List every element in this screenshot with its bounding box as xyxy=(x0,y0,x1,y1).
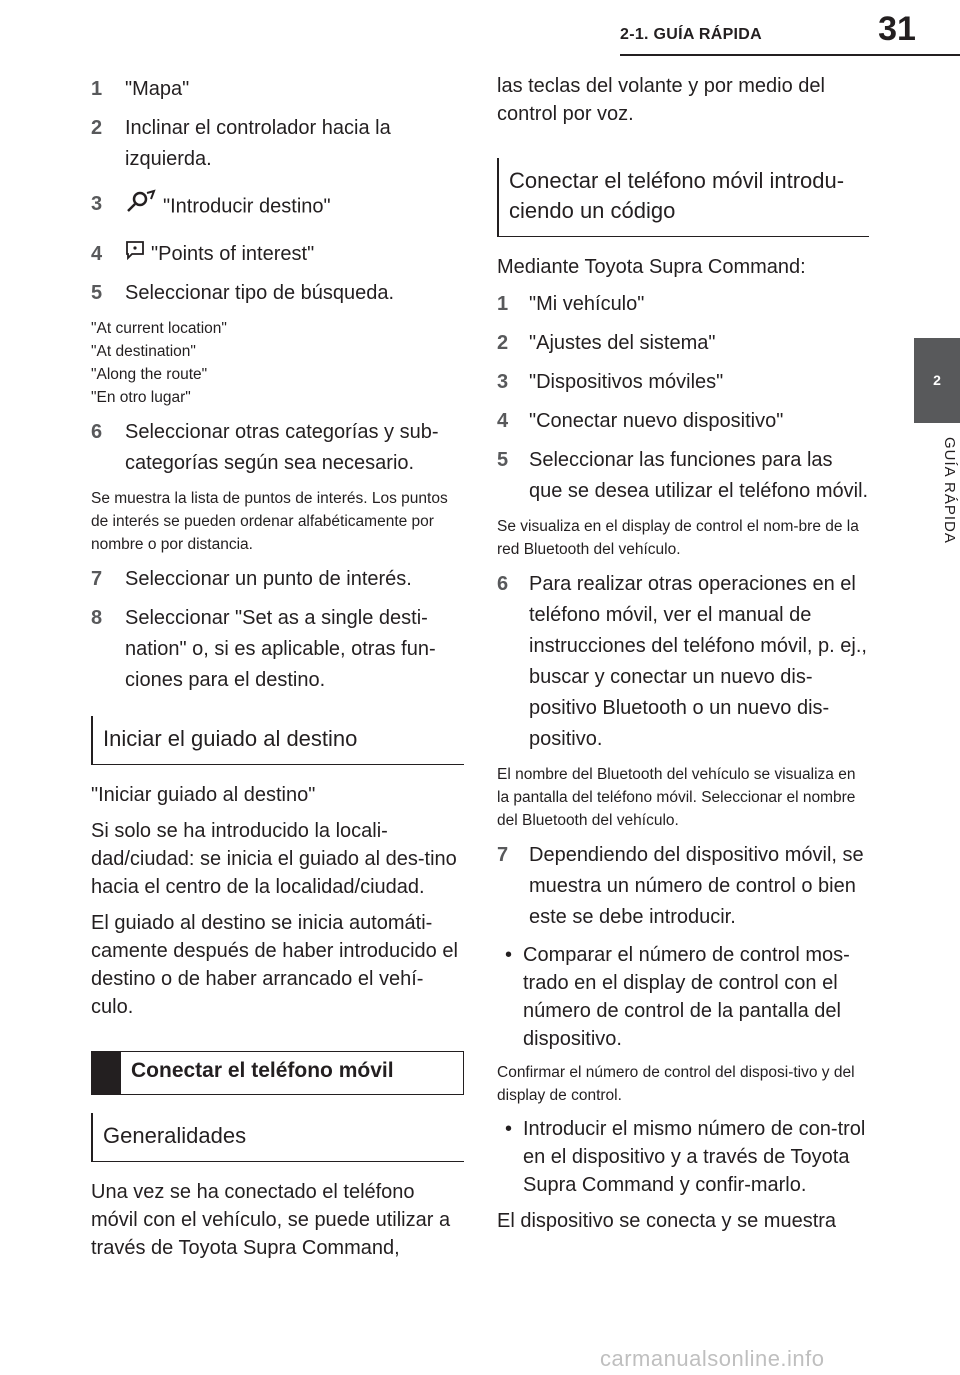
r-step-6: 6 Para realizar otras operaciones en el teléfono móvil, ver el manual de instrucciones del teléfono móvil, p. ej., buscar y conectar un nuevo dis-positivo Bluetooth o un nuevo dis-positivo. xyxy=(497,573,867,750)
r-step-4: 4 "Conectar nuevo dispositivo" xyxy=(497,410,784,432)
poi-note: Se muestra la lista de puntos de interés. Los puntos de interés se pueden ordenar alfabéticamente por nombre o por distancia. xyxy=(91,490,448,554)
left-column xyxy=(91,68,464,1270)
search-types-note: "At current location" "At destination" "Along the route" "En otro lugar" xyxy=(91,320,227,407)
search-map-icon xyxy=(125,189,157,225)
r-step-7: 7 Dependiendo del dispositivo móvil, se muestra un número de control o bien este se debe introducir. xyxy=(497,844,864,928)
confirm-note: Confirmar el número de control del disposi-tivo y del display de control. xyxy=(497,1064,855,1104)
section-marker xyxy=(91,1051,121,1095)
guidance-paragraph-1: "Iniciar guiado al destino" xyxy=(91,784,316,807)
general-subheading: Generalidades xyxy=(91,1113,464,1162)
guidance-subheading: Iniciar el guiado al destino xyxy=(91,716,464,765)
bullet-compare: • Comparar el número de control mos-trado en el display de control con el número de control de la pantalla del dispositivo. xyxy=(505,944,850,1050)
bullet-enter: • Introducir el mismo número de con-trol en el dispositivo y a través de Toyota Supra Command y confir-marlo. xyxy=(505,1118,866,1196)
code-subheading: Conectar el teléfono móvil introdu-ciendo un código xyxy=(497,158,869,237)
general-paragraph: Una vez se ha conectado el teléfono móvil con el vehículo, se puede utilizar a través de Toyota Supra Command, xyxy=(91,1181,451,1260)
step-1: 1 "Mapa" xyxy=(91,78,190,100)
r-step-1: 1 "Mi vehículo" xyxy=(497,293,645,315)
via-command: Mediante Toyota Supra Command: xyxy=(497,256,806,278)
chapter-tab: 2 xyxy=(914,338,960,423)
chapter-label: GUÍA RÁPIDA xyxy=(941,437,958,544)
section-title: 2-1. GUÍA RÁPIDA xyxy=(620,26,763,43)
step-5: 5 Seleccionar tipo de búsqueda. xyxy=(91,282,395,305)
watermark: carmanualsonline.info xyxy=(600,1346,825,1371)
step-4: 4 "Points of interest" xyxy=(91,239,464,270)
step-7: 7 Seleccionar un punto de interés. xyxy=(91,568,412,591)
right-column xyxy=(497,68,869,1243)
guidance-paragraph-3: El guiado al destino se inicia automáti-camente después de haber introducido el destino o de haber arrancado el vehí-culo. xyxy=(91,912,458,1019)
last-paragraph: El dispositivo se conecta y se muestra xyxy=(497,1210,837,1232)
header-rule xyxy=(620,54,960,56)
r-step-3: 3 "Dispositivos móviles" xyxy=(497,371,724,393)
phone-section-heading xyxy=(91,1051,464,1095)
bluetooth-name-note: El nombre del Bluetooth del vehículo se visualiza en la pantalla del teléfono móvil. Seleccionar el nombre del Bluetooth del vehículo. xyxy=(497,766,856,829)
r-step-2: 2 "Ajustes del sistema" xyxy=(497,332,716,354)
guidance-paragraph-2: Si solo se ha introducido la locali-dad/ciudad: se inicia el guiado al des-tino hacia el centro de la localidad/ciudad. xyxy=(91,820,457,899)
page-number: 31 xyxy=(878,10,916,48)
continued-paragraph: las teclas del volante y por medio del control por voz. xyxy=(497,75,825,125)
step-6: 6 Seleccionar otras categorías y sub-categorías según sea necesario. xyxy=(91,421,439,475)
step-2: 2 Inclinar el controlador hacia la izquierda. xyxy=(91,117,391,170)
poi-icon xyxy=(125,239,145,270)
step-3: 3 "Introducir destino" xyxy=(91,189,464,225)
phone-section-title: Conectar el teléfono móvil xyxy=(131,1059,394,1083)
page-header xyxy=(0,0,960,64)
r-step-5: 5 Seleccionar las funciones para las que se desea utilizar el teléfono móvil. xyxy=(497,449,869,502)
step-8: 8 Seleccionar "Set as a single desti-nation" o, si es aplicable, otras fun-ciones para el destino. xyxy=(91,607,436,692)
bluetooth-note: Se visualiza en el display de control el nom-bre de la red Bluetooth del vehículo. xyxy=(497,518,859,558)
